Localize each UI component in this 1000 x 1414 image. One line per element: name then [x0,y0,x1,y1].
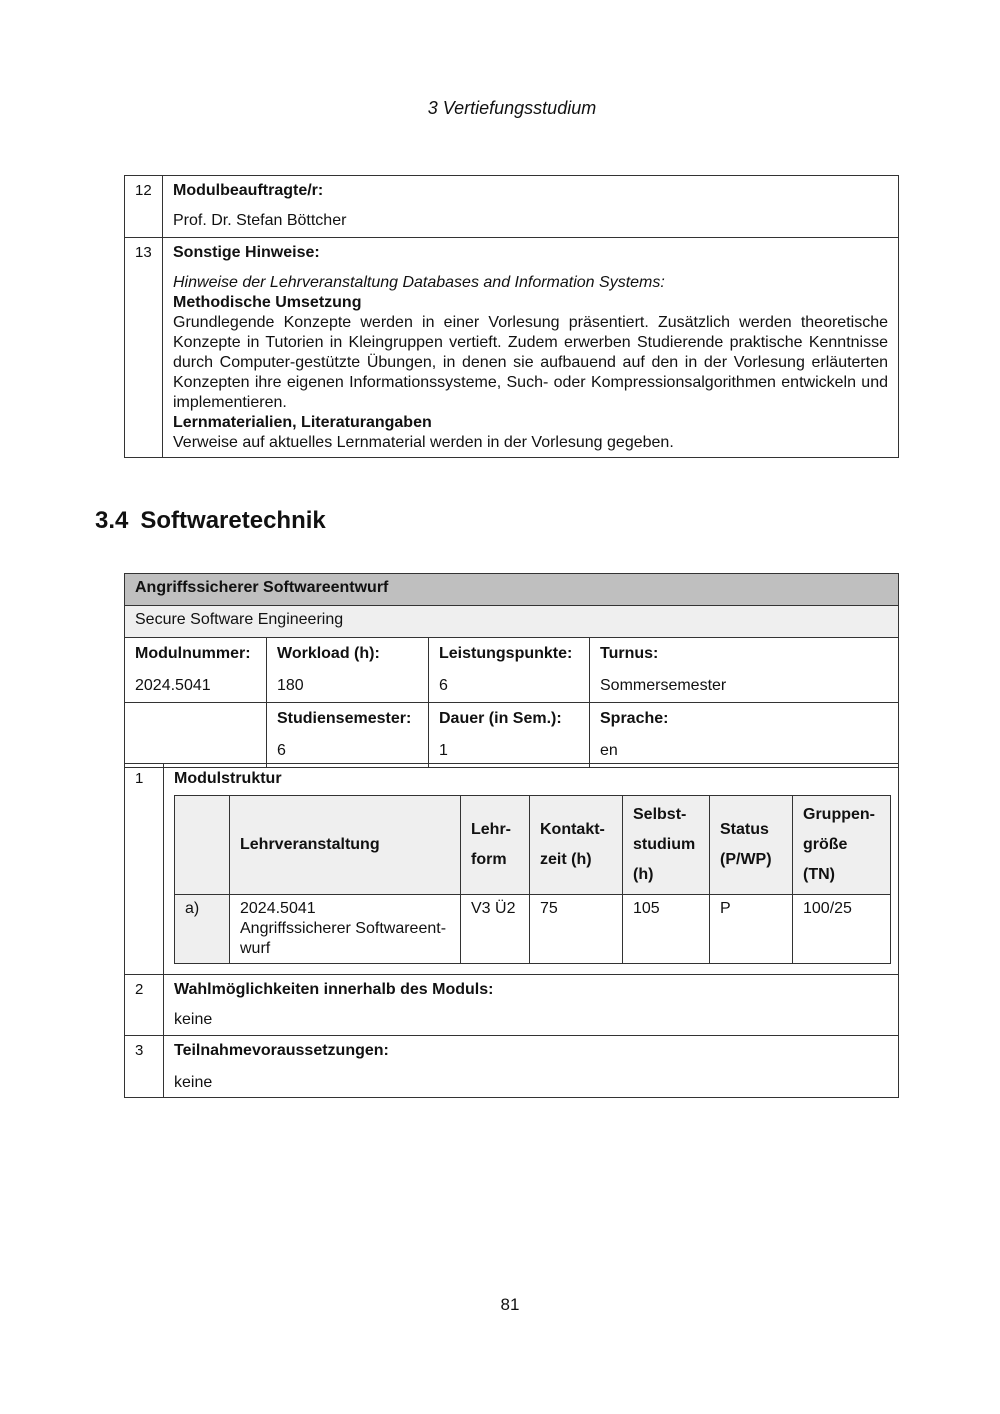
section-number: 3.4 [95,507,129,534]
notes-subheading: Lernmaterialien, Literaturangaben [173,414,432,431]
meta-value: Sommersemester [600,677,727,694]
table-row [125,1036,899,1098]
header-gruppengroesse: Gruppen- größe (TN) [793,796,891,895]
row-number: 3 [125,1036,164,1098]
meta-label: Turnus: [600,645,659,662]
header-kontaktzeit: Kontakt- zeit (h) [530,796,623,895]
module-structure-table [174,795,891,964]
structure-course: 2024.5041 Angriffssicherer Softwareent- wurf [230,895,461,964]
row-number: 2 [125,975,164,1036]
header-selbststudium: Selbst- studium (h) [623,796,710,895]
header-lehrveranstaltung: Lehrveranstaltung [230,796,461,895]
table-row [125,176,899,238]
row-number: 13 [125,238,163,458]
structure-kontaktzeit: 75 [530,895,623,964]
meta-value: 6 [277,742,286,759]
meta-label: Modulnummer: [135,645,251,662]
header-lehrform: Lehr- form [461,796,530,895]
meta-label: Workload (h): [277,645,380,662]
meta-value: 180 [277,677,304,694]
row-value: keine [174,1011,213,1028]
row-label: Modulbeauftragte/r: [173,182,324,199]
row-label: Sonstige Hinweise: [173,244,320,261]
section-title: Softwaretechnik [140,507,326,534]
structure-lehrform: V3 Ü2 [461,895,530,964]
meta-label: Studiensemester: [277,710,412,727]
previous-module-table [124,175,899,458]
header-status: Status (P/WP) [710,796,793,895]
row-label: Modulstruktur [174,770,282,787]
running-header: 3 Vertiefungsstudium [427,98,597,118]
table-row [125,764,899,975]
notes-paragraph: Verweise auf aktuelles Lernmaterial werden in der Vorlesung gegeben. [173,434,674,451]
row-number: 1 [125,764,164,975]
section-heading [95,507,326,535]
meta-row [125,638,899,703]
structure-index: a) [175,895,230,964]
module-details-table [124,763,899,1098]
meta-row [125,703,899,768]
meta-value: 2024.5041 [135,677,211,694]
row-value: keine [174,1074,213,1091]
structure-header-row [175,796,891,895]
row-number: 12 [125,176,163,238]
notes-intro: Hinweise der Lehrveranstaltung Databases and Information Systems: [173,274,665,291]
table-row [125,238,899,458]
meta-value: en [600,742,618,759]
structure-status: P [710,895,793,964]
notes-subheading: Methodische Umsetzung [173,294,362,311]
row-value: Prof. Dr. Stefan Böttcher [173,212,347,229]
row-label: Teilnahmevoraussetzungen: [174,1042,389,1059]
meta-label: Dauer (in Sem.): [439,710,562,727]
table-row [125,975,899,1036]
structure-selbststudium: 105 [623,895,710,964]
module-header-table [124,573,899,768]
meta-label: Sprache: [600,710,669,727]
meta-value: 6 [439,677,448,694]
meta-value: 1 [439,742,448,759]
row-label: Wahlmöglichkeiten innerhalb des Moduls: [174,981,494,998]
module-title: Angriffssicherer Softwareentwurf [125,574,899,606]
meta-label: Leistungspunkte: [439,645,573,662]
module-subtitle: Secure Software Engineering [125,606,899,638]
notes-paragraph: Grundlegende Konzepte werden in einer Vorlesung präsentiert. Zusätzlich werden theoretische Konzepte in Tutorien in Kleingruppen vertieft. Zudem erwerben Studierende praktische Kenntnisse durch Computer-gestützte Übungen, in denen sie aufbauend auf den in der Vorlesung erläuterten Konzepten ihre eigenen Informationssysteme, Such- oder Kompressionsalgorithmen entwickeln und implementieren. [173,314,888,411]
structure-gruppengroesse: 100/25 [793,895,891,964]
page-number: 81 [500,1295,520,1314]
structure-row [175,895,891,964]
